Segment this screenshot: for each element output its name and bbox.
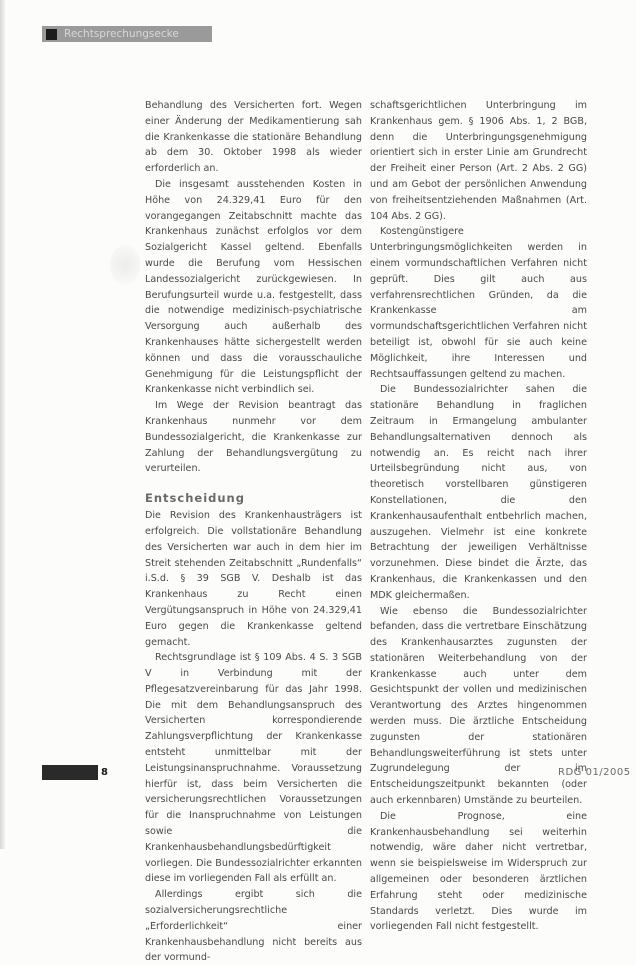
body-paragraph: Die Prognose, eine Krankenhausbehandlung sei weiterhin notwendig, wäre daher nicht vertretbar, wenn sie beispielsweise im Widerspruch zur allgemeinen oder besonderen ärztlichen Erfahrung steht oder medizinische Standards verletzt. Dies wurde im vorliegenden Fall nicht festgestellt. bbox=[370, 810, 587, 933]
body-paragraph: Allerdings ergibt sich die sozialversicherungsrechtliche „Erforderlichkeit“ einer Krankenhausbehandlung nicht bereits aus der vormund- bbox=[145, 889, 362, 964]
left-text-column bbox=[145, 98, 362, 966]
issue-label: RDG 01/2005 bbox=[558, 767, 631, 778]
header-square-marker bbox=[46, 29, 57, 40]
section-header-label: Rechtsprechungsecke bbox=[64, 28, 179, 40]
body-paragraph: schaftsgerichtlichen Unterbringung im Krankenhaus gem. § 1906 Abs. 1, 2 BGB, denn die Unterbringungsgenehmigung orientiert sich in erster Linie am Grundrecht der Freiheit einer Person (Art. 2 Abs. 2 GG) und am Gebot der persönlichen Anwendung von freiheitsentziehenden Maßnahmen (Art. 104 Abs. 2 GG). bbox=[370, 100, 587, 222]
footer-bar bbox=[42, 765, 98, 780]
body-paragraph: Behandlung des Versicherten fort. Wegen einer Änderung der Medikamentierung sah die Krankenkasse die stationäre Behandlung ab dem 30. Oktober 1998 als wieder erforderlich an. bbox=[145, 100, 362, 175]
paper-smudge bbox=[110, 245, 140, 285]
body-paragraph: Rechtsgrundlage ist § 109 Abs. 4 S. 3 SGB V in Verbindung mit der Pflegesatzvereinbarung für das Jahr 1998. Die mit dem Behandlungsanspruch des Versicherten korrespondierende Zahlungsverpflichtung der Krankenkasse entsteht unmittelbar mit der Leistungsinanspruchnahme. Voraussetzung hierfür ist, dass beim Versicherten die versicherungsrechtlichen Voraussetzungen für die Inanspruchnahme von Leistungen sowie die Krankenhausbehandlungsbedürftigkeit vorliegen. Die Bundessozialrichter erkannten diese im vorliegenden Fall als erfüllt an. bbox=[145, 652, 362, 885]
body-paragraph: Im Wege der Revision beantragt das Krankenhaus nunmehr vor dem Bundessozialgericht, die Krankenkasse zur Zahlung der Behandlungsvergütung zu verurteilen. bbox=[145, 400, 362, 475]
section-heading: Entscheidung bbox=[145, 491, 245, 506]
page-number: 8 bbox=[101, 767, 108, 778]
body-paragraph: Kostengünstigere Unterbringungsmöglichkeiten werden in einem vormundschaftlichen Verfahren nicht geprüft. Dies gilt auch aus verfahrensrechtlichen Gründen, da die Krankenkasse am vormundschaftsgerichtlichen Verfahren nicht beteiligt ist, obwohl für sie auch keine Möglichkeit, ihre Interessen und Rechtsauffassungen geltend zu machen. bbox=[370, 226, 587, 380]
body-paragraph: Die Revision des Krankenhausträgers ist erfolgreich. Die vollstationäre Behandlung des Versicherten war auch in dem hier im Streit stehenden Zeitabschnitt „Rundenfalls“ i.S.d. § 39 SGB V. Deshalb ist das Krankenhaus zu Recht einen Vergütungsanspruch in Höhe von 24.329,41 Euro gegen die Krankenkasse geltend gemacht. bbox=[145, 510, 362, 648]
body-paragraph: Wie ebenso die Bundessozialrichter befanden, dass die vertretbare Einschätzung des Krankenhausarztes zugunsten der stationären Weiterbehandlung von der Krankenkasse auch unter dem Gesichtspunkt der vollen und medizinischen Verantwortung des Arztes hingenommen werden muss. Die ärztliche Entscheidung zugunsten der stationären Behandlungsweiterführung ist stets unter Zugrundelegung der im Entscheidungszeitpunkt bekannten (oder auch erkennbaren) Umstände zu beurteilen. bbox=[370, 605, 587, 807]
right-text-column bbox=[370, 98, 587, 935]
body-paragraph: Die insgesamt ausstehenden Kosten in Höhe von 24.329,41 Euro für den vorangegangen Zeitabschnitt machte das Krankenhaus zunächst erfolglos vor dem Sozialgericht Kassel geltend. Ebenfalls wurde die Berufung vom Hessischen Landessozialgericht zurückgewiesen. In Berufungsurteil wurde u.a. festgestellt, dass die notwendige medizinisch-psychiatrische Versorgung auch außerhalb des Krankenhauses hätte sichergestellt werden können und dass die vorausschauliche Genehmigung für die Leistungspflicht der Krankenkasse nicht verbindlich sei. bbox=[145, 178, 362, 396]
body-paragraph: Die Bundessozialrichter sahen die stationäre Behandlung in fraglichen Zeitraum in Ermangelung ambulanter Behandlungsalternativen dennoch als notwendig an. Es reicht nach ihrer Urteilsbegründung nicht aus, von theoretisch vorstellbaren günstigeren Konstellationen, die den Krankenhausaufenthalt entbehrlich machen, auszugehen. Vielmehr ist eine konkrete Betrachtung der jeweiligen Verhältnisse vorzunehmen. Diese bindet die Ärzte, das Krankenhaus, die Krankenkassen und den MDK gleichermaßen. bbox=[370, 384, 587, 601]
page-edge bbox=[0, 0, 5, 849]
